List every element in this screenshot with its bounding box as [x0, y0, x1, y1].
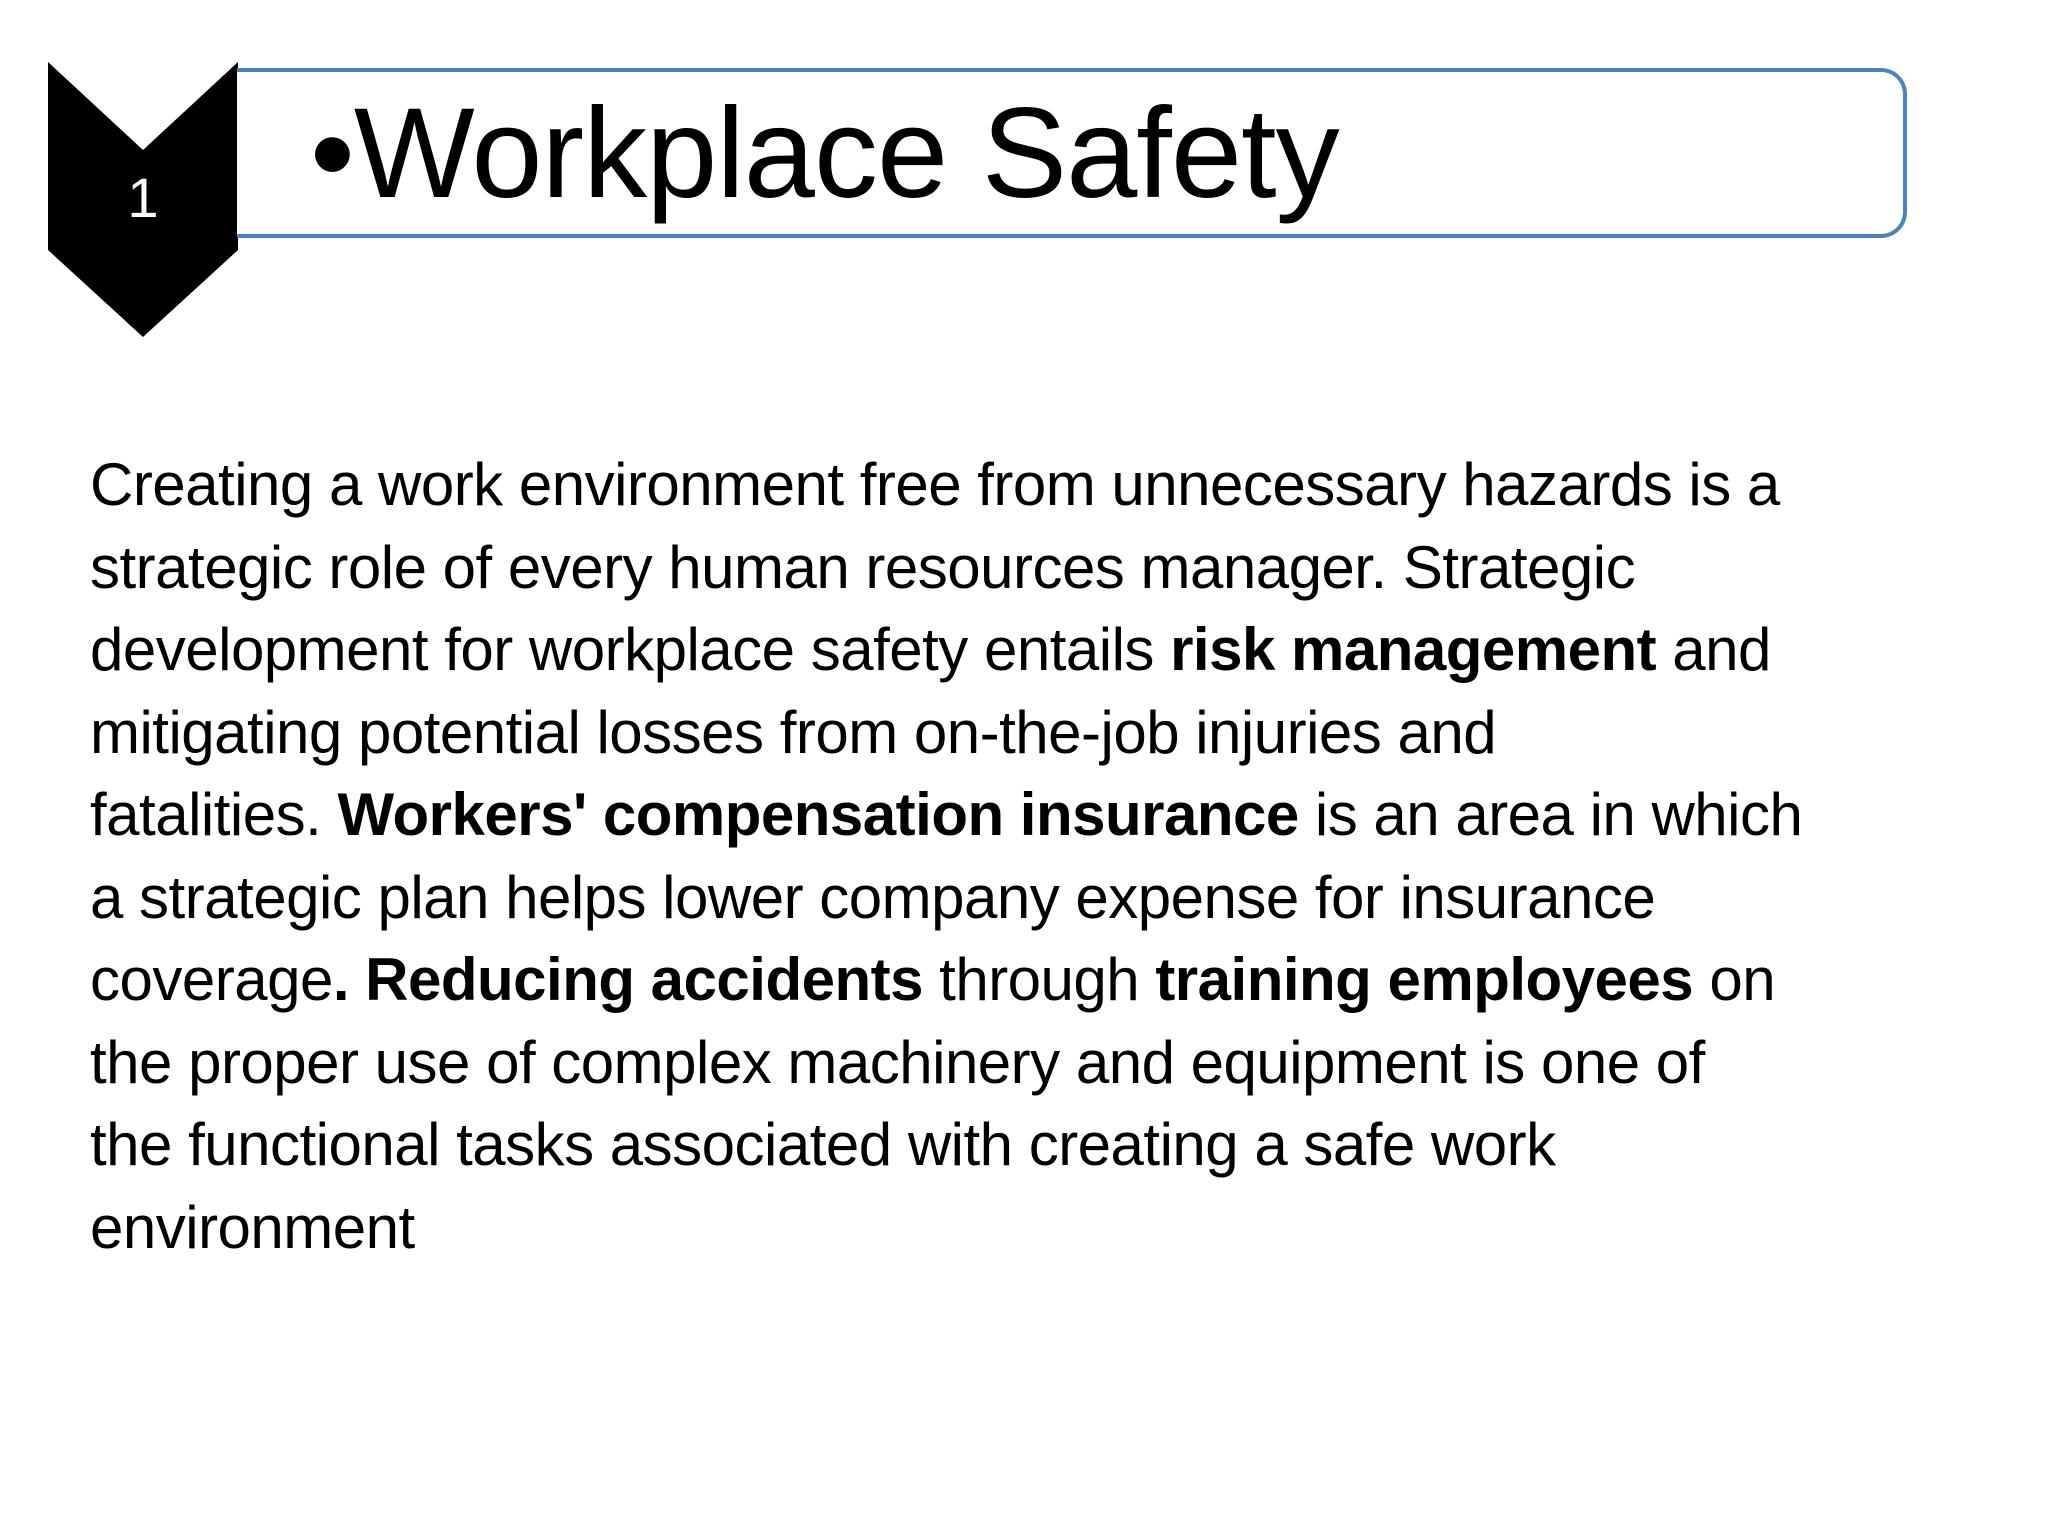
body-line-2: strategic role of every human resources manager. Strategic: [90, 533, 1636, 601]
bold-term-workers-compensation: Workers' compensation insurance: [337, 781, 1299, 848]
body-text-segment: on: [1693, 946, 1776, 1013]
body-text-segment: and: [1656, 616, 1771, 683]
body-text-segment: fatalities.: [90, 781, 338, 848]
body-line-9: the functional tasks associated with creating a safe work: [90, 1111, 1556, 1178]
body-line-3: [90, 609, 1950, 692]
body-line-1: Creating a work environment free from unnecessary hazards is a: [90, 451, 1780, 518]
body-line-4: mitigating potential losses from on-the-job injuries and: [90, 698, 1497, 766]
body-paragraph: [90, 444, 1950, 1269]
body-line-6: a strategic plan helps lower company expense for insurance: [90, 863, 1656, 931]
body-line-8: the proper use of complex machinery and equipment is one of: [90, 1028, 1705, 1096]
bold-term-reducing-accidents: . Reducing accidents: [332, 946, 923, 1013]
body-text-segment: coverage: [90, 946, 333, 1013]
body-line-10: environment: [90, 1193, 415, 1261]
body-text-segment: through: [922, 946, 1156, 1013]
body-line-5: [90, 774, 1950, 857]
bold-term-training-employees: training employees: [1155, 946, 1694, 1013]
body-text-segment: development for workplace safety entails: [90, 616, 1171, 683]
body-line-7: [90, 939, 1950, 1022]
step-number: 1: [127, 166, 159, 229]
slide-title: •Workplace Safety: [310, 82, 1339, 225]
body-text-segment: is an area in which: [1298, 781, 1803, 848]
bold-term-risk-management: risk management: [1170, 616, 1657, 683]
